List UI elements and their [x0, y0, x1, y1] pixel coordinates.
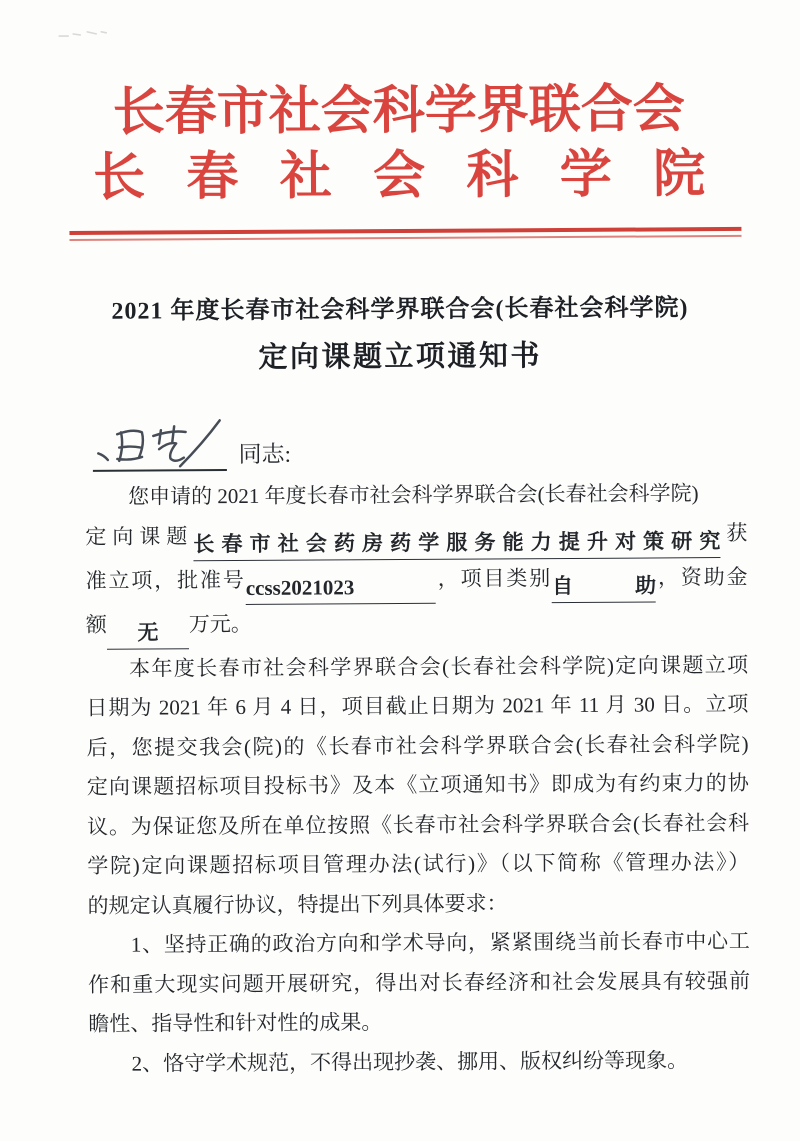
scan-artifact	[56, 26, 126, 42]
approval-line2-suffix: 获	[720, 520, 748, 545]
project-category-blank: 自助	[552, 570, 656, 603]
body-line: 本年度长春市社会科学界联合会(长春社会科学院)定向课题立项	[129, 652, 749, 681]
approval-line3-seg1: 准立项，批准号	[85, 567, 246, 593]
approval-line-3	[85, 557, 747, 605]
requirement-item-2: 2、恪守学术规范，不得出现抄袭、挪用、版权纠纷等现象。	[131, 1047, 689, 1076]
body-text	[85, 474, 751, 1084]
body-line: 日期为 2021 年 6 月 4 日，项目截止日期为 2021 年 11 月 30 日。立项	[86, 691, 749, 720]
red-separator-rule-top	[69, 227, 741, 235]
approval-line-4	[86, 601, 748, 649]
handwritten-name-signature	[89, 411, 241, 478]
approval-line-2	[85, 513, 747, 561]
body-line: 议。为保证您及所在单位按照《长春市社会科学界联合会(长春社会科	[87, 810, 750, 839]
doc-title-year-line: 2021 年度长春市社会科学界联合会(长春社会科学院)	[111, 295, 689, 325]
approval-line3-seg3: ，资助金	[655, 564, 748, 589]
funding-amount-blank: 无	[107, 617, 189, 650]
approval-line-1: 您申请的 2021 年度长春市社会科学界联合会(长春社会科学院)	[128, 481, 699, 509]
org-name-line2: 长春社会科学院	[92, 146, 706, 207]
requirement-item-1: 1、坚持正确的政治方向和学术导向，紧紧围绕当前长春市中心工	[130, 928, 750, 957]
body-line: 的规定认真履行协议，特提出下列具体要求：	[87, 890, 508, 918]
red-separator-rule-bottom	[69, 235, 741, 241]
approval-line4-suffix: 万元。	[188, 611, 252, 636]
approval-line3-seg2: ，项目类别	[435, 565, 553, 591]
doc-title-main: 定向课题立项通知书	[258, 340, 543, 374]
salutation-suffix: 同志:	[238, 441, 292, 467]
body-line: 学院)定向课题招标项目管理办法(试行)》（以下简称《管理办法》）	[87, 849, 750, 878]
org-name-line1: 长春市社会科学界联合会	[112, 81, 685, 142]
salutation	[93, 435, 291, 472]
approval-number-blank: ccss2021023	[246, 571, 436, 604]
approval-line2-prefix: 定向课题	[85, 523, 194, 549]
approval-line4-prefix: 额	[85, 612, 107, 637]
body-line: 后，您提交我会(院)的《长春市社会科学界联合会(长春社会科学院)	[86, 731, 749, 760]
recipient-name-blank	[93, 435, 227, 472]
body-line: 定向课题招标项目投标书》及本《立项通知书》即成为有约束力的协	[86, 770, 749, 799]
requirement-item-1-cont: 作和重大现实问题开展研究，得出对长春经济和社会发展具有较强前	[87, 968, 751, 997]
project-title-blank: 长春市社会药房药学服务能力提升对策研究	[193, 526, 720, 561]
requirement-item-1-cont: 瞻性、指导性和针对性的成果。	[88, 1010, 383, 1036]
